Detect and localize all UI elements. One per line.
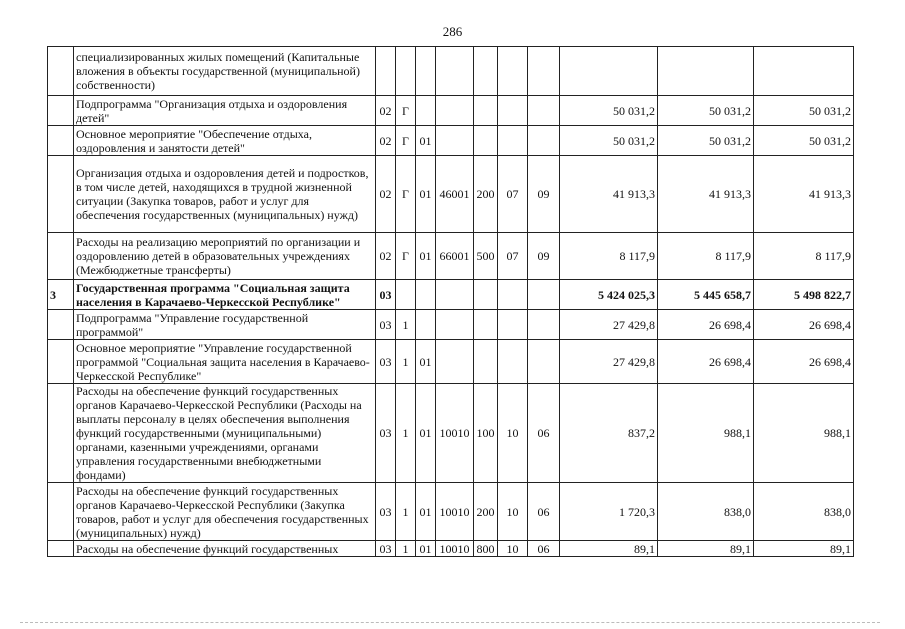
amount-year-2: 838,0 <box>658 483 754 541</box>
code-measure: 01 <box>416 126 436 156</box>
code-program: 02 <box>376 156 396 233</box>
amount-year-3: 5 498 822,7 <box>754 280 854 310</box>
amount-year-3: 8 117,9 <box>754 233 854 280</box>
amount-year-2: 26 698,4 <box>658 310 754 340</box>
row-number: 3 <box>48 280 74 310</box>
code-program: 03 <box>376 280 396 310</box>
code-subprogram: Г <box>396 156 416 233</box>
amount-year-1: 89,1 <box>560 541 658 557</box>
code-subsection <box>528 47 560 96</box>
row-name: Расходы на обеспечение функций государственных <box>74 541 376 557</box>
table-row <box>48 384 854 483</box>
code-expense-type: 500 <box>474 233 498 280</box>
table-row <box>48 96 854 126</box>
code-direction: 66001 <box>436 233 474 280</box>
table-row <box>48 280 854 310</box>
amount-year-2 <box>658 47 754 96</box>
code-expense-type <box>474 340 498 384</box>
budget-table <box>47 46 854 557</box>
amount-year-1: 50 031,2 <box>560 126 658 156</box>
code-program <box>376 47 396 96</box>
amount-year-3: 26 698,4 <box>754 340 854 384</box>
row-number <box>48 340 74 384</box>
amount-year-3 <box>754 47 854 96</box>
code-measure <box>416 310 436 340</box>
code-direction: 10010 <box>436 384 474 483</box>
code-direction <box>436 310 474 340</box>
code-subprogram <box>396 47 416 96</box>
code-subsection: 06 <box>528 384 560 483</box>
amount-year-1: 5 424 025,3 <box>560 280 658 310</box>
code-subsection <box>528 340 560 384</box>
code-program: 02 <box>376 233 396 280</box>
code-measure: 01 <box>416 541 436 557</box>
table-row <box>48 233 854 280</box>
code-section <box>498 310 528 340</box>
scan-artifact-line <box>20 622 880 625</box>
table-row <box>48 483 854 541</box>
table-row <box>48 310 854 340</box>
row-number <box>48 96 74 126</box>
amount-year-2: 89,1 <box>658 541 754 557</box>
code-subprogram: Г <box>396 126 416 156</box>
code-direction <box>436 47 474 96</box>
code-direction: 10010 <box>436 483 474 541</box>
code-program: 03 <box>376 541 396 557</box>
row-number <box>48 483 74 541</box>
code-expense-type: 100 <box>474 384 498 483</box>
code-section: 07 <box>498 233 528 280</box>
amount-year-2: 988,1 <box>658 384 754 483</box>
amount-year-3: 50 031,2 <box>754 96 854 126</box>
code-subsection: 09 <box>528 156 560 233</box>
row-number <box>48 310 74 340</box>
code-subprogram: Г <box>396 96 416 126</box>
row-name: специализированных жилых помещений (Капитальные вложения в объекты государственной (муниципальной) собственности) <box>74 47 376 96</box>
code-subsection <box>528 96 560 126</box>
amount-year-1: 50 031,2 <box>560 96 658 126</box>
code-subsection <box>528 126 560 156</box>
code-measure: 01 <box>416 340 436 384</box>
amount-year-1: 27 429,8 <box>560 340 658 384</box>
row-name: Расходы на обеспечение функций государственных органов Карачаево-Черкесской Республики (Закупка товаров, работ и услуг для обеспечения государственных (муниципальных) нужд) <box>74 483 376 541</box>
code-expense-type: 800 <box>474 541 498 557</box>
code-measure <box>416 96 436 126</box>
code-section <box>498 47 528 96</box>
code-subsection <box>528 280 560 310</box>
table-row <box>48 47 854 96</box>
row-number <box>48 156 74 233</box>
code-program: 03 <box>376 310 396 340</box>
code-expense-type <box>474 126 498 156</box>
table-row <box>48 541 854 557</box>
row-name: Основное мероприятие "Управление государственной программой "Социальная защита населения в Карачаево-Черкесской Республике" <box>74 340 376 384</box>
table-row <box>48 126 854 156</box>
amount-year-2: 50 031,2 <box>658 96 754 126</box>
row-number <box>48 126 74 156</box>
amount-year-2: 26 698,4 <box>658 340 754 384</box>
code-measure: 01 <box>416 384 436 483</box>
code-subprogram: 1 <box>396 541 416 557</box>
code-subsection: 06 <box>528 483 560 541</box>
code-program: 03 <box>376 384 396 483</box>
code-measure <box>416 280 436 310</box>
code-subprogram: 1 <box>396 384 416 483</box>
code-subsection: 06 <box>528 541 560 557</box>
code-subsection: 09 <box>528 233 560 280</box>
code-measure: 01 <box>416 156 436 233</box>
code-expense-type: 200 <box>474 483 498 541</box>
amount-year-3: 988,1 <box>754 384 854 483</box>
row-number <box>48 47 74 96</box>
code-section: 10 <box>498 483 528 541</box>
code-subprogram: 1 <box>396 483 416 541</box>
amount-year-3: 89,1 <box>754 541 854 557</box>
row-number <box>48 384 74 483</box>
amount-year-3: 41 913,3 <box>754 156 854 233</box>
code-direction <box>436 340 474 384</box>
amount-year-3: 50 031,2 <box>754 126 854 156</box>
row-name: Организация отдыха и оздоровления детей и подростков, в том числе детей, находящихся в трудной жизненной ситуации (Закупка товаров, работ и услуг для обеспечения государственных (муниципальных) нужд) <box>74 156 376 233</box>
code-expense-type <box>474 310 498 340</box>
code-subprogram: Г <box>396 233 416 280</box>
amount-year-3: 838,0 <box>754 483 854 541</box>
amount-year-1: 837,2 <box>560 384 658 483</box>
table-row <box>48 156 854 233</box>
code-subprogram: 1 <box>396 340 416 384</box>
code-subsection <box>528 310 560 340</box>
code-expense-type <box>474 280 498 310</box>
table-row <box>48 340 854 384</box>
amount-year-2: 8 117,9 <box>658 233 754 280</box>
row-number <box>48 233 74 280</box>
code-program: 02 <box>376 126 396 156</box>
code-program: 03 <box>376 340 396 384</box>
code-program: 03 <box>376 483 396 541</box>
code-section <box>498 96 528 126</box>
code-section <box>498 340 528 384</box>
code-measure: 01 <box>416 233 436 280</box>
amount-year-1: 1 720,3 <box>560 483 658 541</box>
amount-year-1: 41 913,3 <box>560 156 658 233</box>
amount-year-3: 26 698,4 <box>754 310 854 340</box>
amount-year-1: 8 117,9 <box>560 233 658 280</box>
code-direction: 10010 <box>436 541 474 557</box>
code-measure: 01 <box>416 483 436 541</box>
code-subprogram: 1 <box>396 310 416 340</box>
code-expense-type <box>474 47 498 96</box>
row-name: Подпрограмма "Организация отдыха и оздоровления детей" <box>74 96 376 126</box>
row-name: Подпрограмма "Управление государственной программой" <box>74 310 376 340</box>
code-section: 10 <box>498 384 528 483</box>
code-measure <box>416 47 436 96</box>
page-number: 286 <box>442 24 463 39</box>
code-expense-type <box>474 96 498 126</box>
amount-year-1 <box>560 47 658 96</box>
row-name: Государственная программа "Социальная защита населения в Карачаево-Черкесской Республике" <box>74 280 376 310</box>
amount-year-2: 5 445 658,7 <box>658 280 754 310</box>
code-section: 07 <box>498 156 528 233</box>
code-section <box>498 126 528 156</box>
row-name: Основное мероприятие "Обеспечение отдыха, оздоровления и занятости детей" <box>74 126 376 156</box>
code-direction: 46001 <box>436 156 474 233</box>
code-subprogram <box>396 280 416 310</box>
code-direction <box>436 280 474 310</box>
code-section: 10 <box>498 541 528 557</box>
row-name: Расходы на обеспечение функций государственных органов Карачаево-Черкесской Республики (Расходы на выплаты персоналу в целях обеспечения выполнения функций государственными (муниципальными) органами, казенными учреждениями, органами управления государственными внебюджетными фондами) <box>74 384 376 483</box>
code-direction <box>436 126 474 156</box>
amount-year-2: 41 913,3 <box>658 156 754 233</box>
code-section <box>498 280 528 310</box>
row-name: Расходы на реализацию мероприятий по организации и оздоровлению детей в образовательных учреждениях (Межбюджетные трансферты) <box>74 233 376 280</box>
code-direction <box>436 96 474 126</box>
amount-year-1: 27 429,8 <box>560 310 658 340</box>
amount-year-2: 50 031,2 <box>658 126 754 156</box>
code-expense-type: 200 <box>474 156 498 233</box>
row-number <box>48 541 74 557</box>
code-program: 02 <box>376 96 396 126</box>
